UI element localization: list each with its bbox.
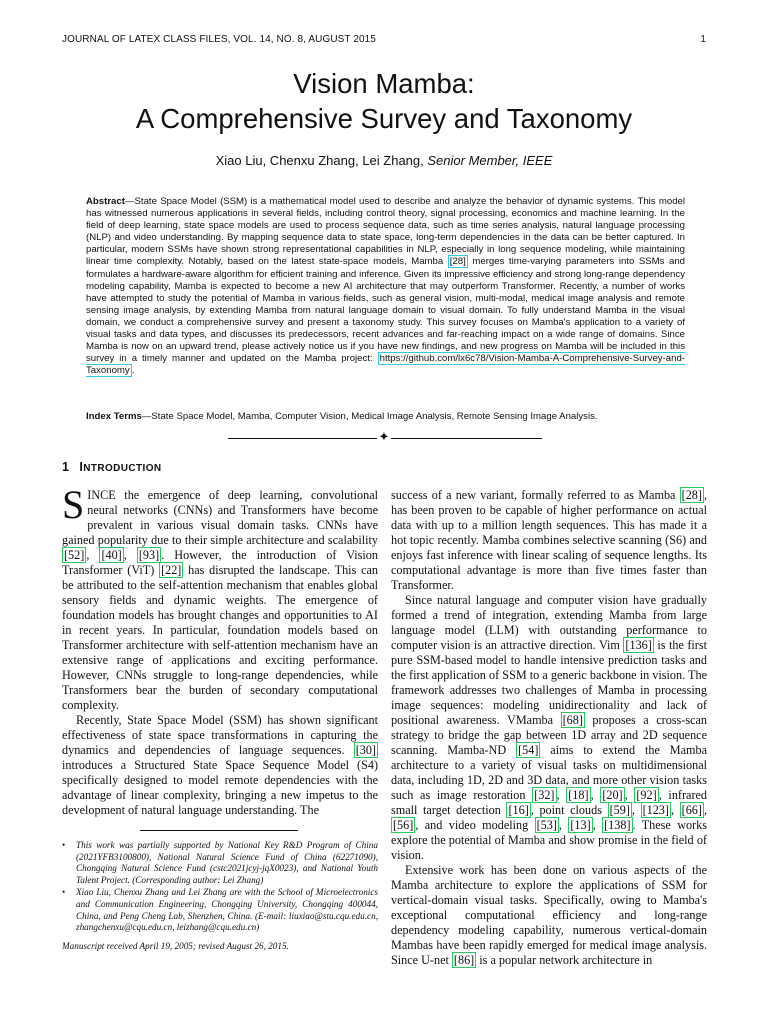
text-run: . However, the introduction of Vision Transformer (ViT) [62,548,378,577]
text-run: , [624,788,635,802]
abstract-text-3: . [131,365,135,377]
citation-link[interactable]: [40] [101,548,122,562]
citation-link[interactable]: [54] [518,743,539,757]
page-number: 1 [700,34,706,45]
abstract-label: Abstract [86,196,125,207]
paragraph [62,482,378,713]
text-run: , [123,548,137,562]
citation-link[interactable]: [93] [138,548,160,562]
footnote-affiliation: • Xiao Liu, Chenxu Zhang and Lei Zhang are with the School of Microelectronics and Communication Engineering, Chongqing University, Chongqing 400044, China, and Peng Cheng Lab, Shenzhen, China. (E-mail: liuxiao@stu.cqu.edu.cn, zhangchenxu@cqu.edu.cn, leizhang@cqu.edu.cn) [62,887,378,933]
text-run: , and video modeling [415,818,535,832]
citation-link[interactable]: [59] [609,803,630,817]
project-url-link[interactable]: https://github.com/lx6c78/Vision-Mamba-A-Comprehensive-Survey-and-Taxonomy [86,353,685,377]
text-run: aims to extend the Mamba architecture to a variety of visual tasks on multidimensional data, including 1D, 2D and 3D data, and more other vision tasks such as image restoration [391,743,708,802]
section-heading [62,460,162,474]
left-column [62,482,378,818]
index-terms [86,411,686,423]
citation-link[interactable]: [22] [161,563,182,577]
citation-link[interactable]: [20] [602,788,623,802]
section-initial: I [79,460,84,474]
text-run: Since natural language and computer vision have gradually formed a trend of integration, extending Mamba from large language model (LLM) with outstanding performance to computer vision is an attractive direction. Vim [391,593,707,652]
text-run: , point clouds [530,803,608,817]
drop-cap: S [62,482,85,527]
footnote-rule [140,830,298,831]
abstract [86,196,685,377]
author-list [0,153,768,168]
text-run: , [703,803,707,817]
citation-link[interactable]: [56] [393,818,414,832]
text-run: , [670,803,680,817]
citation-link[interactable]: [28] [681,488,702,502]
section-number: 1 [62,460,70,474]
text-run: , [631,803,641,817]
right-column [391,488,707,968]
diamond-separator-icon: ✦ [378,430,390,445]
smallcaps-text: INCE [87,488,116,502]
citation-link[interactable]: [28] [449,256,466,268]
citation-link[interactable]: [18] [568,788,589,802]
text-run: is a popular network architecture in [476,953,653,967]
author-names: Xiao Liu, Chenxu Zhang, Lei Zhang, [215,153,424,168]
text-run: , [556,788,567,802]
text-run: is the first pure SSM-based model to handle intensive prediction tasks and the first application of SSM to a generic backbone in vision. The framework addresses two challenges of Mamba in processing image sequences: modeling unidirectionality and lack of positional awareness. VMamba [391,638,707,727]
index-terms-label: Index Terms [86,411,142,422]
text-run: proposes a cross-scan strategy to bridge the gap between 1D array and 2D sequence scanning. Mamba-ND [391,713,707,757]
text-run: . These works explore the potential of Mamba and show promise in the field of vision. [391,818,708,862]
text-run: , [558,818,569,832]
text-run: success of a new variant, formally referred to as Mamba [391,488,680,502]
citation-link[interactable]: [86] [453,953,475,967]
citation-link[interactable]: [123] [642,803,669,817]
text-run: Recently, State Space Model (SSM) has shown significant effectiveness of state space transformations in capturing the dynamics and dependencies of language sequences. [62,713,378,757]
paragraph [391,863,707,968]
text-run: has disrupted the landscape. This can be attributed to the self-attention mechanism that enables global sensory fields and dynamic weights. The emergence of foundation models has brought changes and opportunities to AI in recent years. In particular, foundation models based on Transformer architecture with self-attention mechanism have an extensive range of applications and exciting performance. However, CNNs struggle to long-range dependencies, while Transformers bear the burden of secondary computational complexity. [62,563,378,712]
citation-link[interactable]: [136] [625,638,652,652]
text-run: Extensive work has been done on various aspects of the Mamba architecture to explore the applications of SSM for vertical-domain visual tasks. Specifically, owing to Mamba's exceptional computational efficiency and long-range dependency modeling capability, numerous vertical-domain Mambas have been rapidly emerged for medical image analysis. Since U-net [391,863,707,967]
citation-link[interactable]: [92] [636,788,657,802]
citation-link[interactable]: [138] [604,818,631,832]
footnotes [62,840,378,952]
abstract-text-1: —State Space Model (SSM) is a mathematical model used to describe and analyze the behavior of dynamic systems. This model has witnessed numerous applications in several fields, including control theory, signal processing, economics and machine learning. In the field of deep learning, state space models are used to process sequence data, such as time series analysis, natural language processing (NLP) and video understanding. By mapping sequence data to state space, long-term dependencies in the data can be better captured. In particular, modern SSMs have shown strong representational capabilities in NLP, especially in long sequence modeling, while maintaining linear time complexity. Notably, based on the latest state-space models, Mamba [86,196,685,268]
manuscript-received: Manuscript received April 19, 2005; revised August 26, 2015. [62,940,289,951]
text-run: , [86,548,100,562]
journal-name: JOURNAL OF LATEX CLASS FILES, VOL. 14, NO. 8, AUGUST 2015 [62,34,376,45]
abstract-text-2: merges time-varying parameters into SSMs and formulates a hardware-aware algorithm for efficient training and inference. Given its impressive efficiency and strong long-range dependency modeling capability, Mamba is expected to become a new AI architecture that may outperform Transformer. Recently, a number of works have attempted to study the potential of Mamba in various fields, such as general vision, multi-modal, medical image analysis and remote sensing image analysis, by extending Mamba from natural language domain to visual domain. To fully understand Mamba in the visual domain, we conduct a comprehensive survey and present a taxonomy study. This survey focuses on Mamba's application to a variety of visual tasks and data types, and discusses its predecessors, recent advances and far-reaching impact on a wide range of domains. Since Mamba is now on an upward trend, please actively notice us if you have new findings, and new progress on Mamba will be included in this survey in a timely manner and updated on the Mamba project: [86,256,686,365]
citation-link[interactable]: [66] [681,803,702,817]
text-run: , [590,788,601,802]
index-terms-text: —State Space Model, Mamba, Computer Vision, Medical Image Analysis, Remote Sensing Image Analysis. [141,411,598,422]
text-run: , has been proven to be capable of higher performance on actual data with up to a million length sequences. This has made it a hot topic recently. Mamba combines selective scanning (S6) and enjoys fast inference with linear scaling of sequence lengths. Its computational advantage is more than five times faster than Transformer. [391,488,707,592]
citation-link[interactable]: [68] [562,713,583,727]
citation-link[interactable]: [30] [355,743,376,757]
text-run: the emergence of deep learning, convolutional neural networks (CNNs) and Transformers have become prevalent in various visual domain tasks. CNNs have gained popularity due to their simple architecture and scalability [62,488,378,547]
citation-link[interactable]: [16] [508,803,529,817]
running-head [62,34,706,45]
citation-link[interactable]: [32] [534,788,555,802]
citation-link[interactable]: [52] [64,548,85,562]
author-role: Senior Member, IEEE [427,153,553,168]
text-run: , [592,818,603,832]
citation-link[interactable]: [53] [536,818,557,832]
paper-title [0,66,768,136]
title-line-2: A Comprehensive Survey and Taxonomy [135,103,633,134]
text-run: introduces a Structured State Space Sequence Model (S4) specifically designed to model remote dependencies with the advantage of linear complexity, bringing a new impetus to the development of natural language understanding. The [62,758,378,817]
text-run: , infrared small target detection [391,788,708,817]
paragraph [391,488,707,593]
paragraph [391,593,707,863]
paragraph [62,713,378,818]
citation-link[interactable]: [13] [570,818,591,832]
title-line-1: Vision Mamba: [293,68,475,99]
footnote-funding: • This work was partially supported by National Key R&D Program of China (2021YFB3100800), National Natural Science Fund of China (62271090), Chongqing Natural Science Fund (cstc2021jcyj-jqX0023), and National Youth Talent Project. (Corresponding author: Lei Zhang) [62,840,378,886]
section-title-rest: NTRODUCTION [83,463,162,474]
